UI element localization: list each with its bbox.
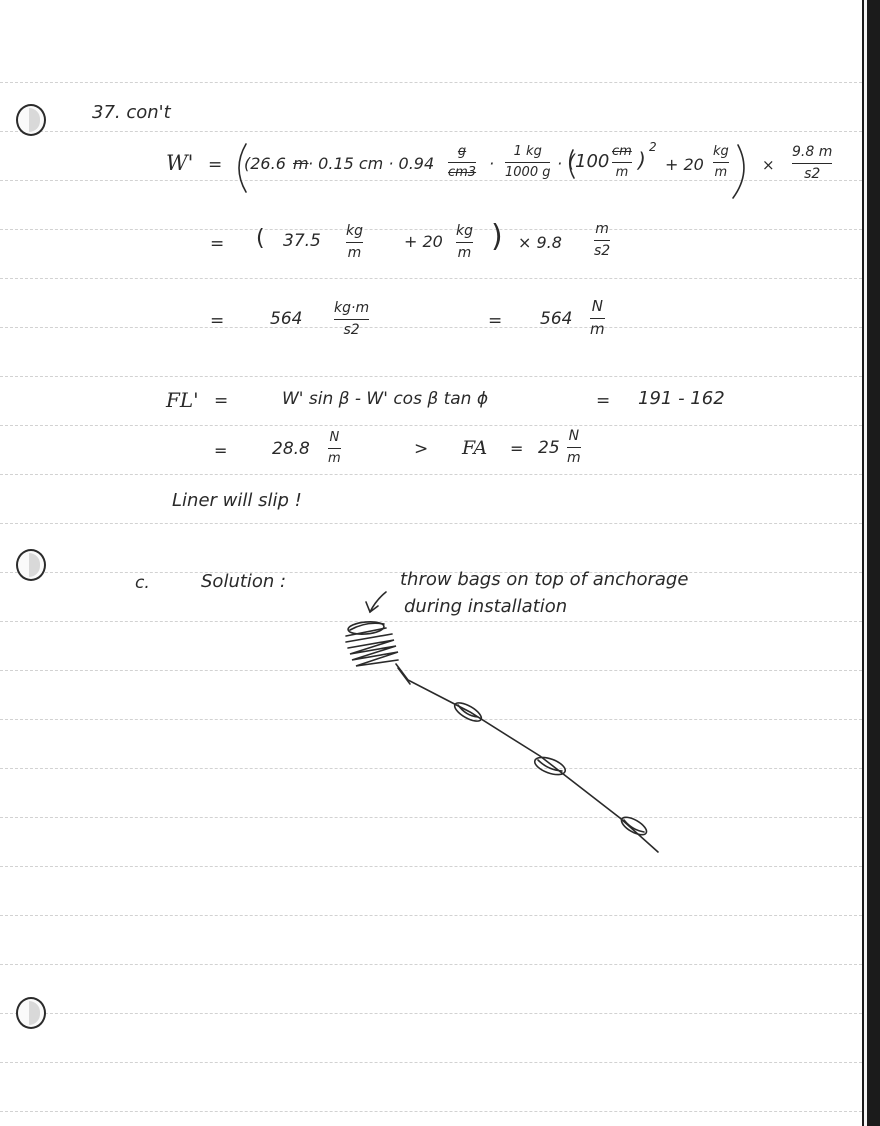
fl-prime-symbol: FL': [166, 388, 199, 412]
value-564: 564: [270, 309, 303, 329]
denominator: m: [615, 164, 629, 180]
exponent: 2: [649, 140, 657, 154]
denominator: m: [567, 449, 581, 466]
numerator: kg: [713, 144, 729, 159]
denominator: s2: [343, 321, 360, 338]
fl-expression: W' sin β - W' cos β tan ϕ: [282, 389, 489, 409]
denominator: m: [714, 164, 728, 180]
value-28-8: 28.8: [272, 439, 310, 459]
equals-sign: =: [510, 439, 524, 458]
numerator: m: [595, 221, 609, 237]
value-25: 25: [538, 438, 560, 458]
arrow-shaft: [370, 592, 386, 612]
denominator: cm3: [448, 164, 477, 180]
plus-20: + 20: [404, 232, 443, 251]
term-26-6: (26.6: [244, 154, 286, 173]
big-close-paren: [733, 145, 744, 198]
fa-symbol: FA: [462, 437, 488, 459]
part-c-label: c.: [135, 573, 150, 593]
dot-operator: ·: [557, 154, 563, 173]
close-paren: ): [491, 219, 503, 254]
sand-bag: [619, 814, 649, 838]
equals-sign: =: [488, 311, 503, 331]
close-paren: ): [638, 148, 646, 172]
solution-note-line-2: during installation: [404, 596, 568, 617]
fl-result: 191 - 162: [638, 388, 725, 409]
numerator: 9.8 m: [792, 144, 833, 160]
equals-sign: =: [210, 234, 225, 254]
anchorage-zigzag: [346, 623, 398, 666]
numerator: cm: [612, 144, 632, 159]
denominator: m: [328, 450, 341, 466]
denominator: s2: [804, 165, 821, 182]
denominator: m: [457, 244, 472, 261]
numerator: g: [457, 144, 467, 159]
numerator: N: [329, 430, 340, 445]
equals-sign: =: [214, 391, 229, 411]
numerator: N: [568, 428, 580, 444]
equals-sign: =: [596, 391, 611, 411]
w-prime-symbol: W': [166, 151, 194, 175]
plus-20: + 20: [665, 155, 704, 174]
numerator: 1 kg: [513, 144, 542, 159]
numerator: N: [591, 297, 603, 315]
denominator: s2: [594, 242, 611, 259]
times-9-8: × 9.8: [518, 233, 562, 252]
struck-unit-m: m: [293, 154, 309, 173]
numerator: kg: [456, 223, 473, 239]
conclusion-text: Liner will slip !: [172, 490, 302, 511]
big-open-paren: [239, 144, 246, 192]
numerator: kg·m: [334, 300, 370, 316]
slope-line: [396, 664, 658, 852]
sand-bag: [533, 754, 568, 778]
equals-sign: =: [210, 311, 225, 331]
small-open-paren: [570, 150, 574, 178]
denominator: m: [347, 244, 362, 261]
equals-sign: =: [214, 441, 228, 460]
sand-bag: [452, 699, 484, 724]
solution-heading: Solution :: [201, 571, 287, 592]
denominator: m: [590, 319, 605, 338]
times-sign: ×: [762, 156, 775, 174]
solution-note-line-1: throw bags on top of anchorage: [400, 569, 689, 590]
denominator: 1000 g: [505, 164, 551, 180]
equals-sign: =: [208, 155, 223, 175]
paren-100: (100: [568, 151, 610, 172]
value-37-5: 37.5: [283, 231, 321, 251]
term-0-15-0-94: · 0.15 cm · 0.94: [308, 154, 435, 173]
value-564: 564: [540, 309, 573, 329]
problem-label: 37. con't: [92, 102, 171, 123]
greater-than: >: [414, 439, 429, 459]
dot-operator: ·: [489, 154, 495, 173]
slope-line-detail: [398, 668, 410, 684]
numerator: kg: [346, 223, 363, 239]
open-paren: (: [256, 226, 265, 251]
